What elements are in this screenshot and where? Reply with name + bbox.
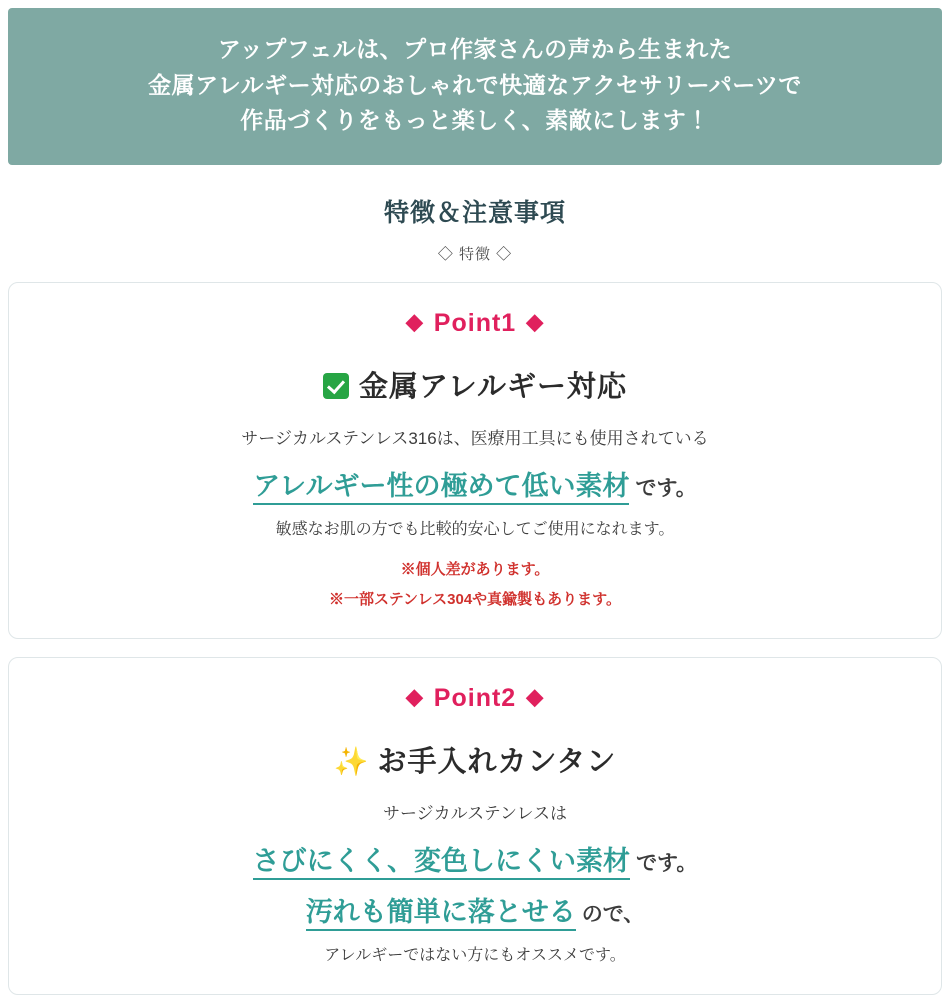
- page-root: [0, 8, 950, 964]
- card-1-sub: 敏感なお肌の方でも比較的安心してご使用になれます。: [275, 521, 675, 539]
- card-2-lead: サージカルステンレスは: [382, 803, 568, 823]
- card-title-1: [29, 364, 921, 405]
- point-label-1-text: Point1: [433, 308, 517, 337]
- green-check-icon: [323, 373, 349, 399]
- hero-banner: [8, 8, 942, 165]
- card-1-note-1: ※個人差があります。: [400, 560, 550, 578]
- card-title-2-text: お手入れカンタン: [377, 745, 617, 778]
- sparkle-icon: ✨: [333, 745, 370, 777]
- card-1-highlight-suffix: です。: [635, 477, 697, 501]
- diamond-right-icon: ◆: [526, 308, 545, 334]
- point-label-1: [29, 309, 921, 338]
- hero-line-1: アップフェルは、プロ作家さんの声から生まれた: [217, 36, 733, 62]
- diamond-left-icon: ◆: [405, 683, 424, 709]
- point-label-2-text: Point2: [433, 683, 517, 712]
- diamond-left-icon: ◆: [405, 308, 424, 334]
- point-label-2: [29, 684, 921, 713]
- card-2-highlight-line-2: [29, 890, 921, 929]
- card-1-note-2: ※一部ステンレス304や真鍮製もあります。: [329, 591, 621, 609]
- diamond-right-icon: ◆: [526, 683, 545, 709]
- card-2-highlight-2-suffix: ので、: [581, 902, 645, 926]
- section-title: 特徴＆注意事項: [383, 198, 566, 227]
- card-2-sub: アレルギーではない方にもオススメです。: [324, 946, 626, 964]
- card-2-highlight-1: さびにくく、変色しにくい素材: [253, 846, 630, 880]
- card-1-highlight-line: [29, 464, 921, 503]
- card-2-highlight-2: 汚れも簡単に落とせる: [306, 897, 576, 931]
- card-title-2: [29, 739, 921, 780]
- feature-card-point2: [8, 657, 942, 995]
- card-1-lead: サージカルステンレス316は、医療用工具にも使用されている: [241, 428, 709, 448]
- card-2-highlight-1-suffix: です。: [636, 851, 698, 875]
- card-2-highlight-line-1: [29, 839, 921, 878]
- card-title-1-text: 金属アレルギー対応: [358, 370, 628, 403]
- section-subtitle: ◇ 特徴 ◇: [437, 245, 513, 263]
- card-1-highlight: アレルギー性の極めて低い素材: [253, 471, 629, 505]
- hero-line-3: 作品づくりをもっと楽しく、素敵にします！: [240, 107, 710, 134]
- feature-card-point1: [8, 282, 942, 639]
- hero-line-2: 金属アレルギー対応のおしゃれで快適なアクセサリーパーツで: [148, 71, 802, 98]
